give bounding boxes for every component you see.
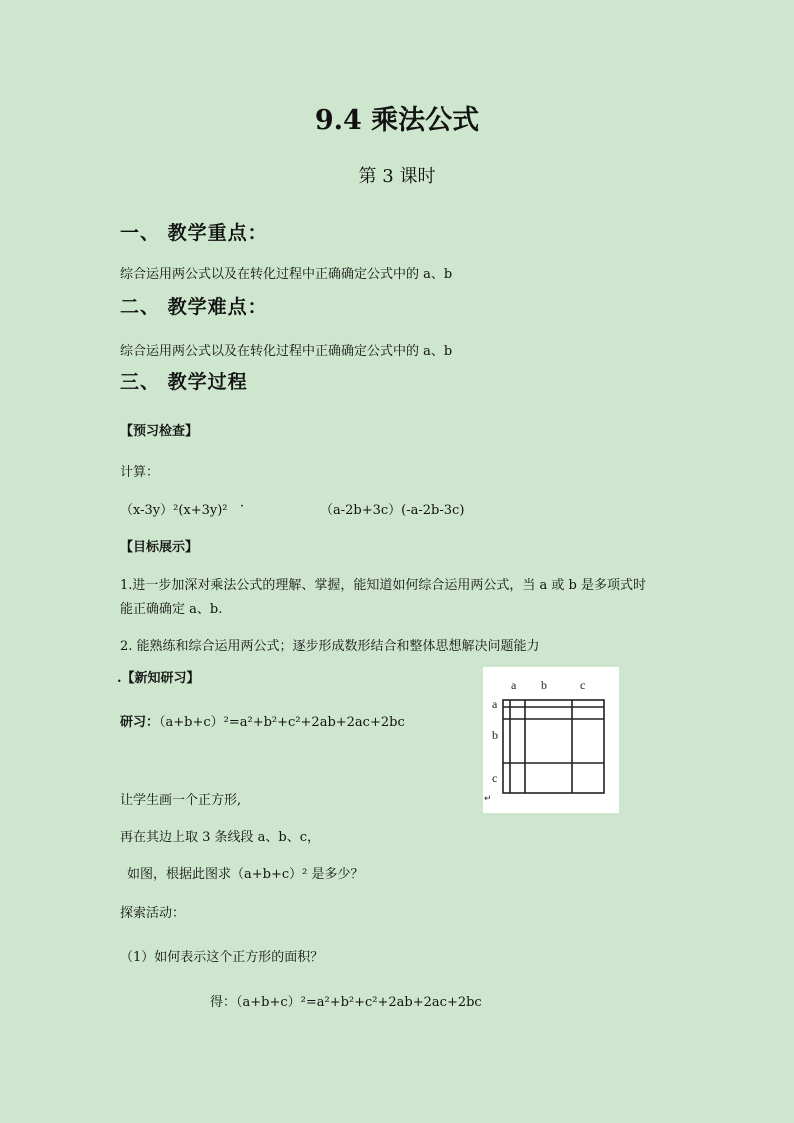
question-1: （1）如何表示这个正方形的面积？ — [120, 950, 324, 965]
preview-label: 【预习检查】 — [120, 424, 199, 439]
goals-label: 【目标展示】 — [120, 540, 199, 555]
label-b-top: b — [541, 678, 547, 692]
outer-square — [503, 700, 604, 793]
section-heading-key-points: 一、 教学重点： — [120, 222, 268, 244]
label-a-left: a — [492, 697, 498, 711]
goal-1-line-1: 1.进一步加深对乘法公式的理解、掌握，能知道如何综合运用两公式，当 a 或 b 是多项式时 — [120, 578, 647, 593]
explore-label: 探索活动： — [120, 906, 186, 921]
page-title: 9.4 乘法公式 — [314, 105, 480, 136]
study-label: .【新知研习】 — [117, 671, 200, 686]
study-formula-label: 研习： — [120, 715, 160, 730]
expression-2: （a-2b+3c）(-a-2b-3c) — [320, 503, 465, 518]
label-c-left: c — [492, 771, 498, 785]
label-a-top: a — [511, 678, 517, 692]
step-1: 让学生画一个正方形, — [120, 793, 242, 808]
square-grid-svg — [483, 667, 619, 813]
label-c-top: c — [580, 678, 586, 692]
expression-1: （x-3y）²(x+3y)² — [120, 503, 228, 518]
answer-1: 得：（a+b+c）²=a²+b²+c²+2ab+2ac+2bc — [210, 995, 482, 1010]
calc-label: 计算： — [120, 465, 160, 480]
square-partition-figure — [483, 667, 619, 813]
key-points-text: 综合运用两公式以及在转化过程中正确确定公式中的 a、b — [120, 267, 453, 282]
study-formula-row — [120, 711, 405, 730]
section-heading-process: 三、 教学过程 — [120, 371, 248, 393]
step-3: 如图，根据此图求（a+b+c）² 是多少？ — [127, 867, 364, 882]
goal-1-line-2: 能正确确定 a、b. — [120, 602, 223, 617]
step-2: 再在其边上取 3 条线段 a、b、c， — [120, 830, 321, 845]
page-subtitle: 第 3 课时 — [358, 166, 436, 187]
section-heading-difficulties: 二、 教学难点： — [120, 296, 268, 318]
study-formula: （a+b+c）²=a²+b²+c²+2ab+2ac+2bc — [159, 715, 405, 730]
goal-2: 2. 能熟练和综合运用两公式；逐步形成数形结合和整体思想解决问题能力 — [120, 639, 540, 654]
separator-dot: · — [240, 499, 245, 514]
difficulties-text: 综合运用两公式以及在转化过程中正确确定公式中的 a、b — [120, 344, 453, 359]
label-b-left: b — [492, 728, 498, 742]
return-mark: ↵ — [484, 793, 492, 803]
